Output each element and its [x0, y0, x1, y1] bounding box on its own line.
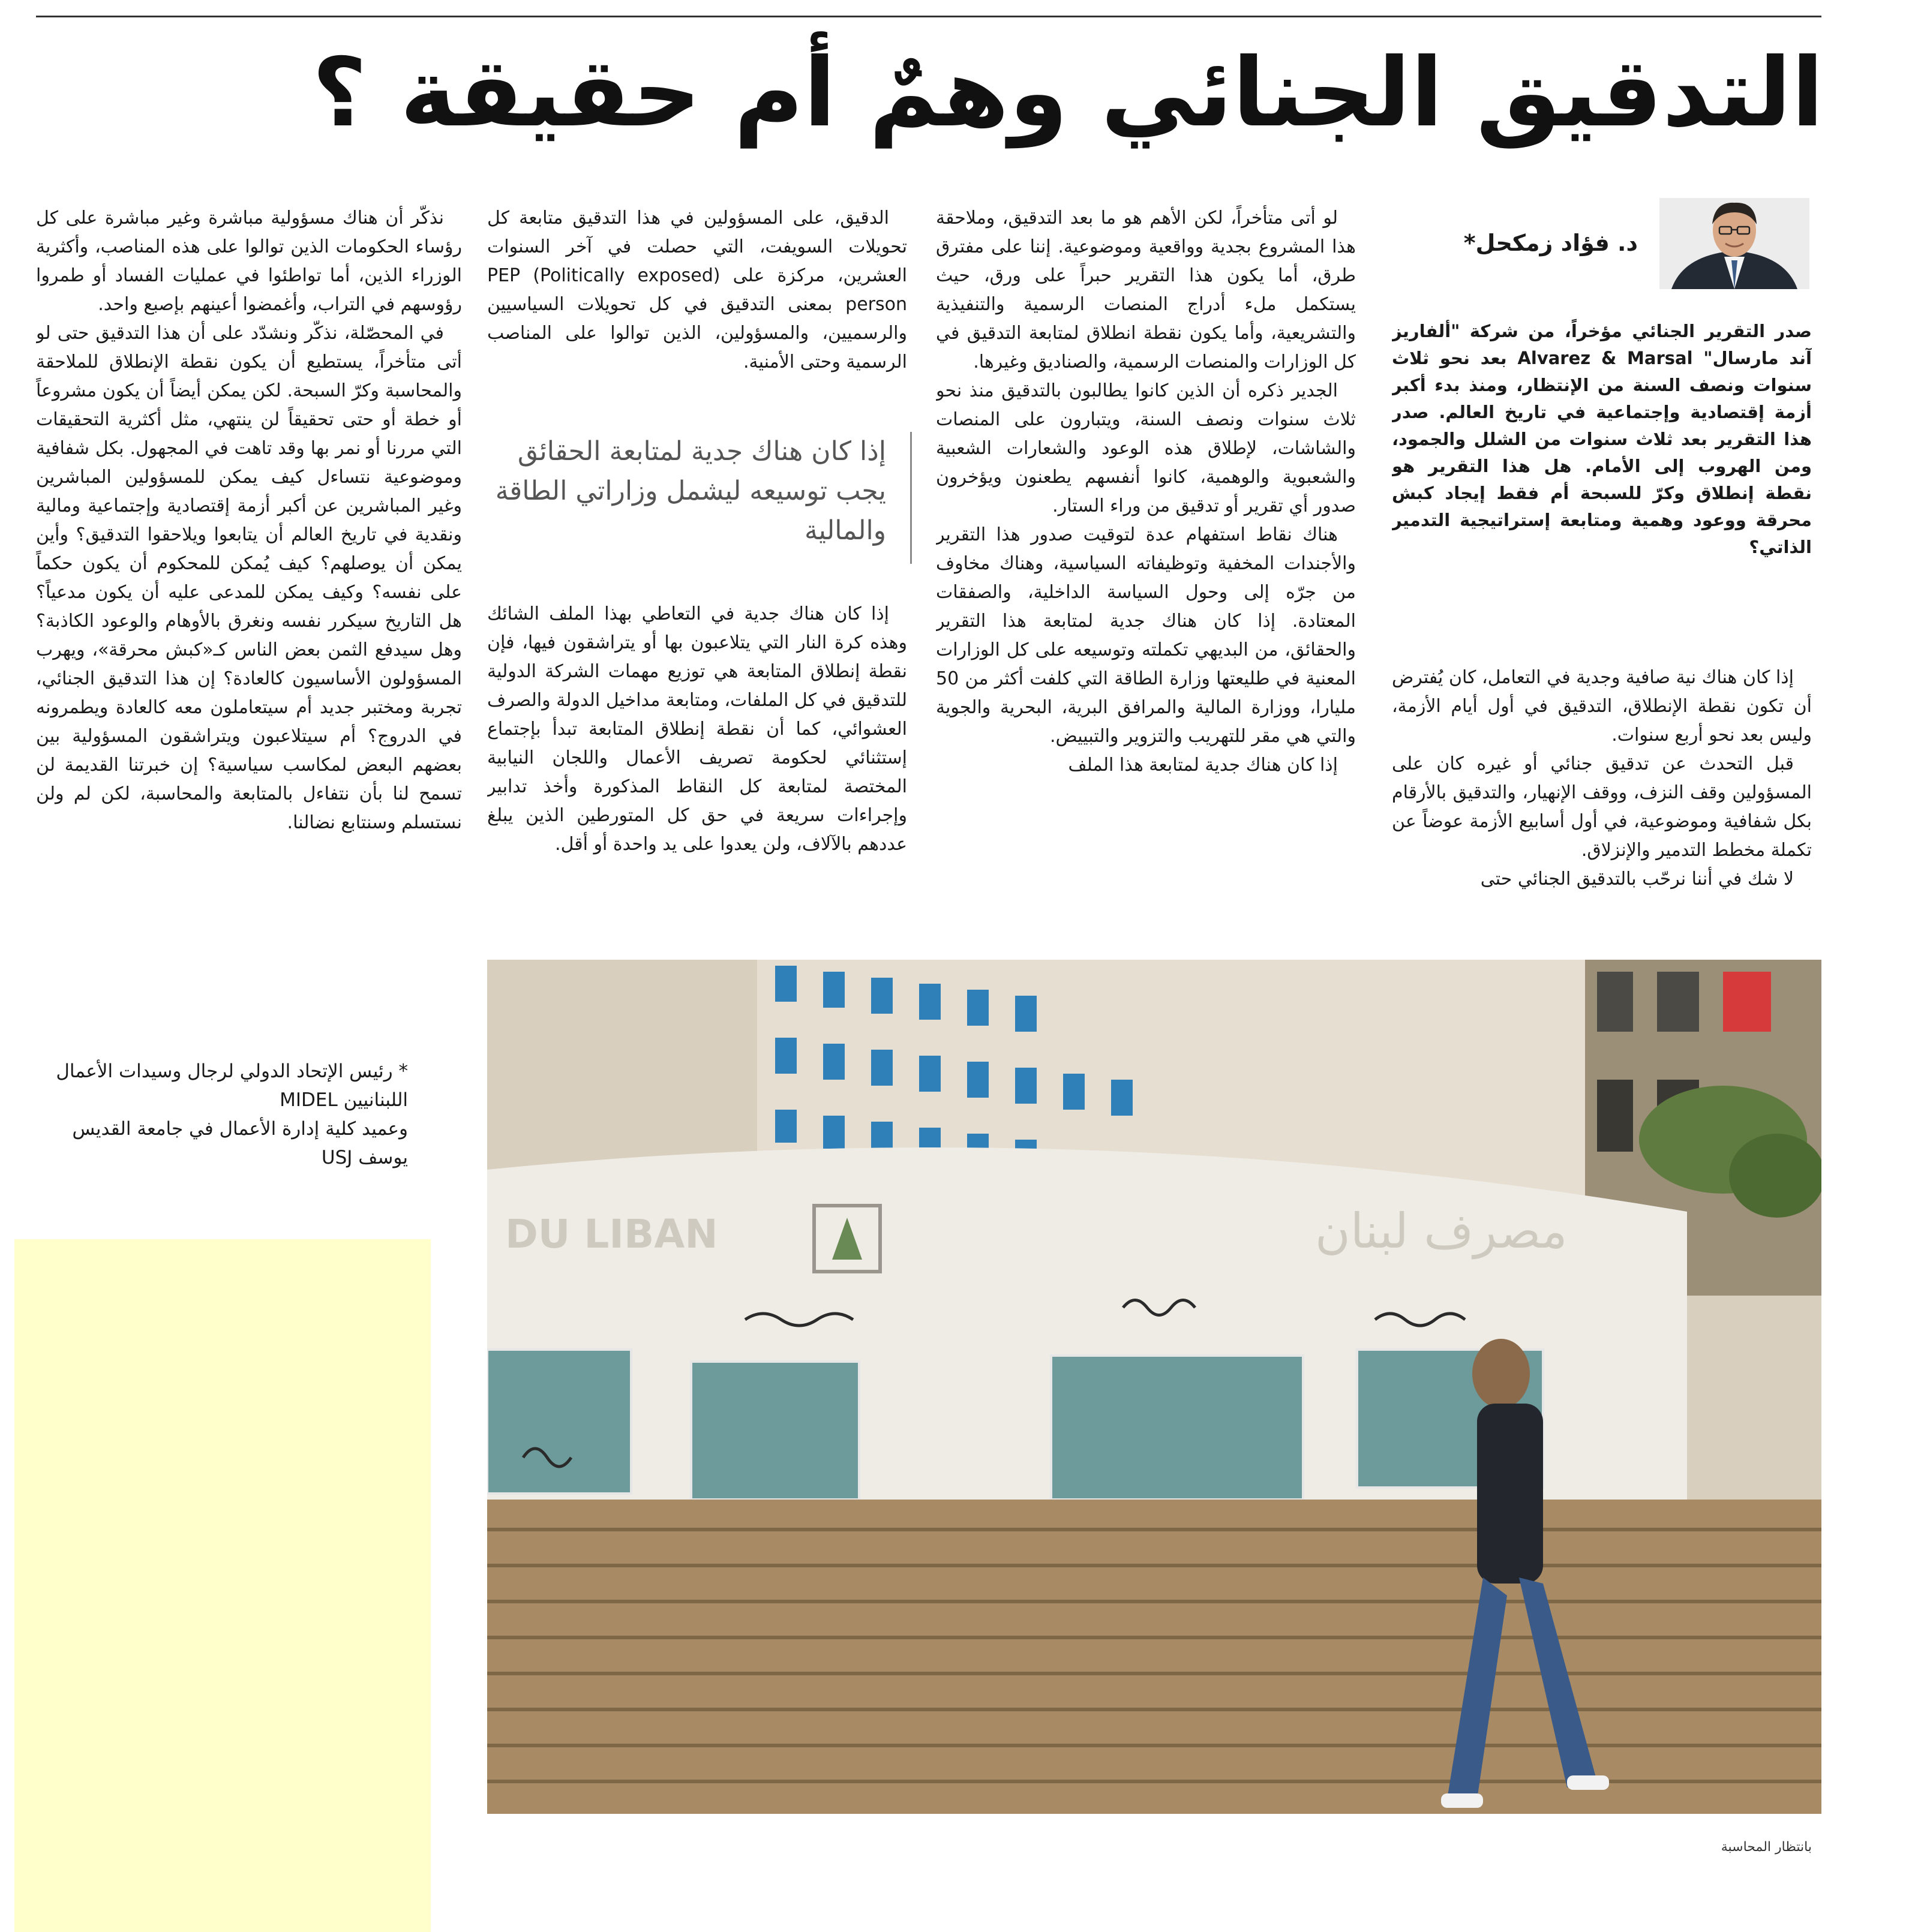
paragraph: نذكّر أن هناك مسؤولية مباشرة وغير مباشرة على كل رؤساء الحكومات الذين توالوا على هذه المناصب، وأكثرية الوزراء الذين، أما تواطئوا في عمليات الفساد أو طمروا رؤوسهم في التراب، وأغمضوا أعينهم بإصبع واحد. — [36, 208, 462, 315]
sign-latin: DU LIBAN — [505, 1211, 718, 1257]
paragraph: الجدير ذكره أن الذين كانوا يطالبون بالتدقيق منذ نحو ثلاث سنوات ونصف السنة، ويتبارون على المنصات والشاشات، لإطلاق هذه الوعود والشعارات الشعبية والشعبوية والوهمية، كانوا أنفسهم يطعنون ويؤخرون صدور أي تقرير أو تدقيق من وراء الستار. — [936, 380, 1356, 516]
article-column-4 — [36, 204, 462, 1038]
paragraph: لو أتى متأخراً، لكن الأهم هو ما بعد التدقيق، وملاحقة هذا المشروع بجدية وواقعية وموضوعية. إننا على مفترق طرق، أما يكون هذا التقرير حبراً على ورق، حيث يستكمل ملء أدراج المنصات الرسمية والتنفيذية والتشريعية، وأما يكون نقطة انطلاق لمتابعة التدقيق في كل الوزارات والمنصات الرسمية، والصناديق وغيرها. — [936, 208, 1356, 372]
article-column-1 — [1392, 663, 1812, 927]
pull-quote: إذا كان هناك جدية لمتابعة الحقائق يجب توسيعه ليشمل وزاراتي الطاقة والمالية — [480, 432, 912, 564]
sign-arabic: مصرف لبنان — [1315, 1203, 1568, 1259]
article-column-3-bottom — [487, 600, 907, 930]
article-column-2 — [936, 204, 1356, 930]
top-rule — [36, 16, 1821, 17]
paragraph: في المحصّلة، نذكّر ونشدّد على أن هذا التدقيق حتى لو أتى متأخراً، يستطيع أن يكون نقطة الإنطلاق للملاحقة والمحاسبة وكرّ السبحة. لكن يمكن أيضاً أن يكون مشروعاً أو خطة أو حتى تحقيقاً لن ينتهي، مثل أكثرية التحقيقات التي مررنا أو نمر بها وقد تاهت في المجهول. بكل شفافية وموضوعية نتساءل كيف يمكن للمسؤولين المباشرين وغير المباشرين عن أكبر أزمة إقتصادية وإجتماعية ومالية ونقدية في تاريخ العالم أن يتابعوا ويلاحقوا التدقيق؟ وأين يمكن أن يوصلهم؟ كيف يُمكن للمحكوم أن يكون حكماً على نفسه؟ وكيف يمكن للمدعى عليه أن يكون مدعياً؟ هل التاريخ سيكرر نفسه ونغرق بالأوهام والوعود الكاذبة؟ وهل سيدفع الثمن بعض الناس كـ«كبش محرقة»، ويهرب المسؤولون الأساسيون كالعادة؟ إن هذا التدقيق الجنائي، تجربة ومختبر جديد أم سيتعاملون معه كالعادة ويطمرونه في الدروج؟ أم سيتلاعبون ويتراشقون المسؤولية بين بعضهم البعض لمكاسب سياسية؟ إن خبرتنا القديمة لن تسمح لنا بأن نتفاءل بالمتابعة والمحاسبة، لكن لم ولن نستسلم وسنتابع نضالنا. — [36, 323, 462, 833]
paragraph: إذا كان هناك نية صافية وجدية في التعامل، كان يُفترض أن تكون نقطة الإنطلاق، التدقيق في أول أيام الأزمة، وليس بعد نحو أربع سنوات. — [1392, 667, 1812, 746]
author-photo — [1659, 198, 1809, 289]
paragraph: لا شك في أننا نرحّب بالتدقيق الجنائي حتى — [1480, 869, 1794, 890]
author-name: د. فؤاد زمكحل* — [1463, 230, 1638, 256]
headline: التدقيق الجنائي وهمٌ أم حقيقة ؟ — [312, 38, 1824, 148]
article-column-3-top — [487, 204, 907, 396]
paragraph: إذا كان هناك جدية لمتابعة هذا الملف — [1068, 755, 1338, 776]
paragraph: هناك نقاط استفهام عدة لتوقيت صدور هذا التقرير والأجندات المخفية وتوظيفاته السياسية، وهناك مخاوف من جرّه إلى وحول السياسة الداخلية، والصفقات المعتادة. إذا كان هناك جدية لمتابعة هذا التقرير والحقائق، من البديهي تكملته وتوسيعه على كل الوزارات المعنية في طليعتها وزارة الطاقة التي كلفت أكثر من 50 مليارا، ووزارة المالية والمرافق البرية، البحرية والجوية والتي هي مقر للتهريب والتزوير والتبييض. — [936, 524, 1356, 747]
article-intro: صدر التقرير الجنائي مؤخراً، من شركة "ألفاريز آند مارسال" Alvarez & Marsal بعد نحو ثلاث سنوات ونصف السنة من الإنتظار، ومنذ بدء أكبر أزمة إقتصادية وإجتماعية في تاريخ العالم. صدر هذا التقرير بعد ثلاث سنوات من الشلل والجمود، ومن الهروب إلى الأمام. هل هذا التقرير هو نقطة إنطلاق وكرّ للسبحة أم فقط إيجاد كبش محرقة ووعود وهمية ومتابعة إستراتيجية التدمير الذاتي؟ — [1392, 321, 1812, 557]
paragraph: الدقيق، على المسؤولين في هذا التدقيق متابعة كل تحويلات السويفت، التي حصلت في آخر السنوات العشرين، مركزة على (PEP (Politically exposed person بمعنى التدقيق في كل تحويلات السياسيين والرسميين، والمسؤولين، الذين توالوا على المناصب الرسمية وحتى الأمنية. — [487, 208, 907, 372]
ad-placeholder-box — [14, 1239, 431, 1932]
author-footnote: * رئيس الإتحاد الدولي لرجال وسيدات الأعمال اللبنانيين MIDEL وعميد كلية إدارة الأعمال في جامعة القديس يوسف USJ — [56, 1060, 408, 1168]
paragraph: إذا كان هناك جدية في التعاطي بهذا الملف الشائك وهذه كرة النار التي يتلاعبون بها أو يتراشقون فيها، فإن نقطة إنطلاق المتابعة هي توزيع مهمات الشركة الدولية للتدقيق في كل الملفات، ومتابعة مداخيل الدولة والصرف العشوائي، كما أن نقطة إنطلاق المتابعة تبدأ بإجتماع إستثنائي لحكومة تصريف الأعمال واللجان النيابية المختصة لمتابعة كل النقاط المذكورة وأخذ تدابير وإجراءات سريعة في حق كل المتورطين الذين يبلغ عددهم بالآلاف، ولن يعدوا على يد واحدة أو أقل. — [487, 603, 907, 855]
article-photo — [487, 960, 1821, 1814]
paragraph: قبل التحدث عن تدقيق جنائي أو غيره كان على المسؤولين وقف النزف، ووقف الإنهيار، والتدقيق بالأرقام بكل شفافية وموضوعية، في أول أسابيع الأزمة عوضاً عن تكملة مخطط التدمير والإنزلاق. — [1392, 753, 1812, 861]
photo-caption: بانتظار المحاسبة — [1721, 1840, 1812, 1855]
